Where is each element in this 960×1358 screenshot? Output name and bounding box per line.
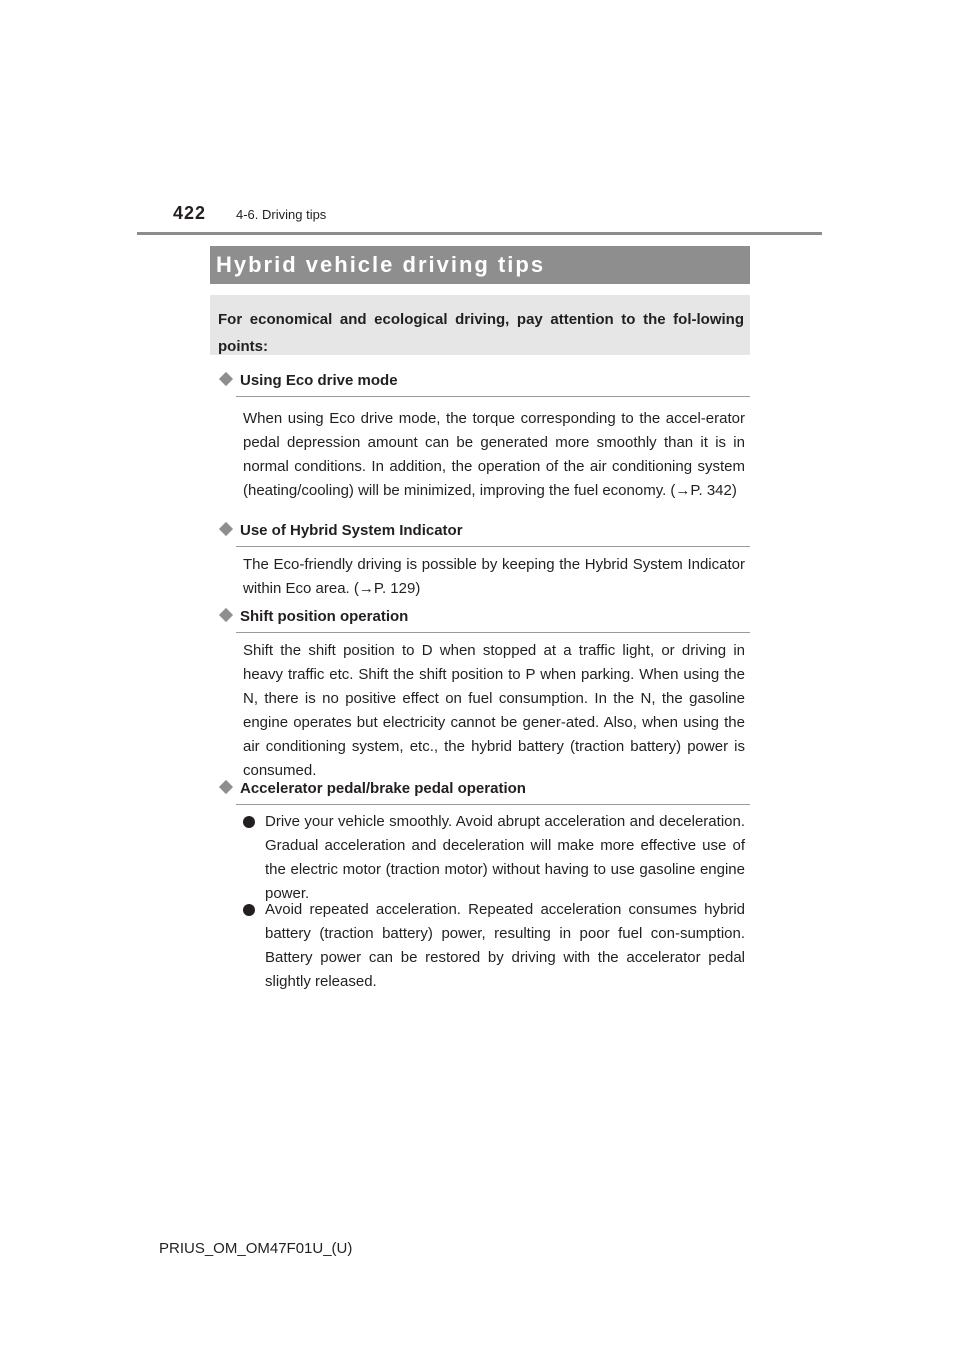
bullet-icon (243, 904, 255, 916)
section-label: 4-6. Driving tips (236, 207, 327, 222)
header-divider (137, 232, 822, 235)
subheading-pedal-operation (218, 780, 750, 798)
diamond-icon (219, 522, 233, 536)
list-item (243, 898, 745, 994)
bullet-icon (243, 816, 255, 828)
diamond-icon (219, 608, 233, 622)
diamond-icon (219, 372, 233, 386)
diamond-icon (219, 780, 233, 794)
subheading-text: Using Eco drive mode (240, 372, 398, 389)
bullet-text: Drive your vehicle smoothly. Avoid abrupt acceleration and deceleration. Gradual acceleration and deceleration will make more effective use of the electric motor (traction motor) without having to use gasoline engine power. (265, 813, 745, 902)
paragraph-hybrid-indicator: The Eco-friendly driving is possible by keeping the Hybrid System Indicator within Eco area. (→P. 129) (243, 556, 745, 597)
subheading-rule (236, 546, 750, 547)
subheading-eco-drive (218, 372, 750, 390)
intro-box (210, 295, 750, 355)
page-title: Hybrid vehicle driving tips (210, 246, 750, 284)
subheading-shift-position (218, 608, 750, 626)
paragraph-shift-position: Shift the shift position to D when stopped at a traffic light, or driving in heavy traffic etc. Shift the shift position to P when parking. When using the N, there is no positive effect on fuel consumption. In the N, the gasoline engine operates but electricity cannot be gener-ated. Also, when using the air conditioning system, etc., the hybrid battery (traction battery) power is consumed. (243, 642, 745, 779)
page-number: 422 (173, 203, 207, 223)
subheading-hybrid-indicator (218, 522, 750, 540)
list-item (243, 810, 745, 906)
subheading-text: Shift position operation (240, 608, 409, 625)
subheading-text: Accelerator pedal/brake pedal operation (240, 780, 526, 797)
subheading-text: Use of Hybrid System Indicator (240, 522, 463, 539)
paragraph-eco-drive: When using Eco drive mode, the torque corresponding to the accel-erator pedal depression amount can be generated more smoothly than it is in normal conditions. In addition, the operation of the air conditioning system (heating/cooling) will be minimized, improving the fuel economy. (→P. 342) (243, 410, 745, 499)
subheading-rule (236, 632, 750, 633)
bullet-text: Avoid repeated acceleration. Repeated acceleration consumes hybrid battery (traction battery) power, resulting in poor fuel con-sumption. Battery power can be restored by driving with the accelerator pedal slightly released. (265, 901, 745, 990)
intro-text: For economical and ecological driving, pay attention to the fol-lowing points: (218, 311, 744, 355)
subheading-rule (236, 396, 750, 397)
subheading-rule (236, 804, 750, 805)
footer-doc-id: PRIUS_OM_OM47F01U_(U) (159, 1240, 353, 1257)
